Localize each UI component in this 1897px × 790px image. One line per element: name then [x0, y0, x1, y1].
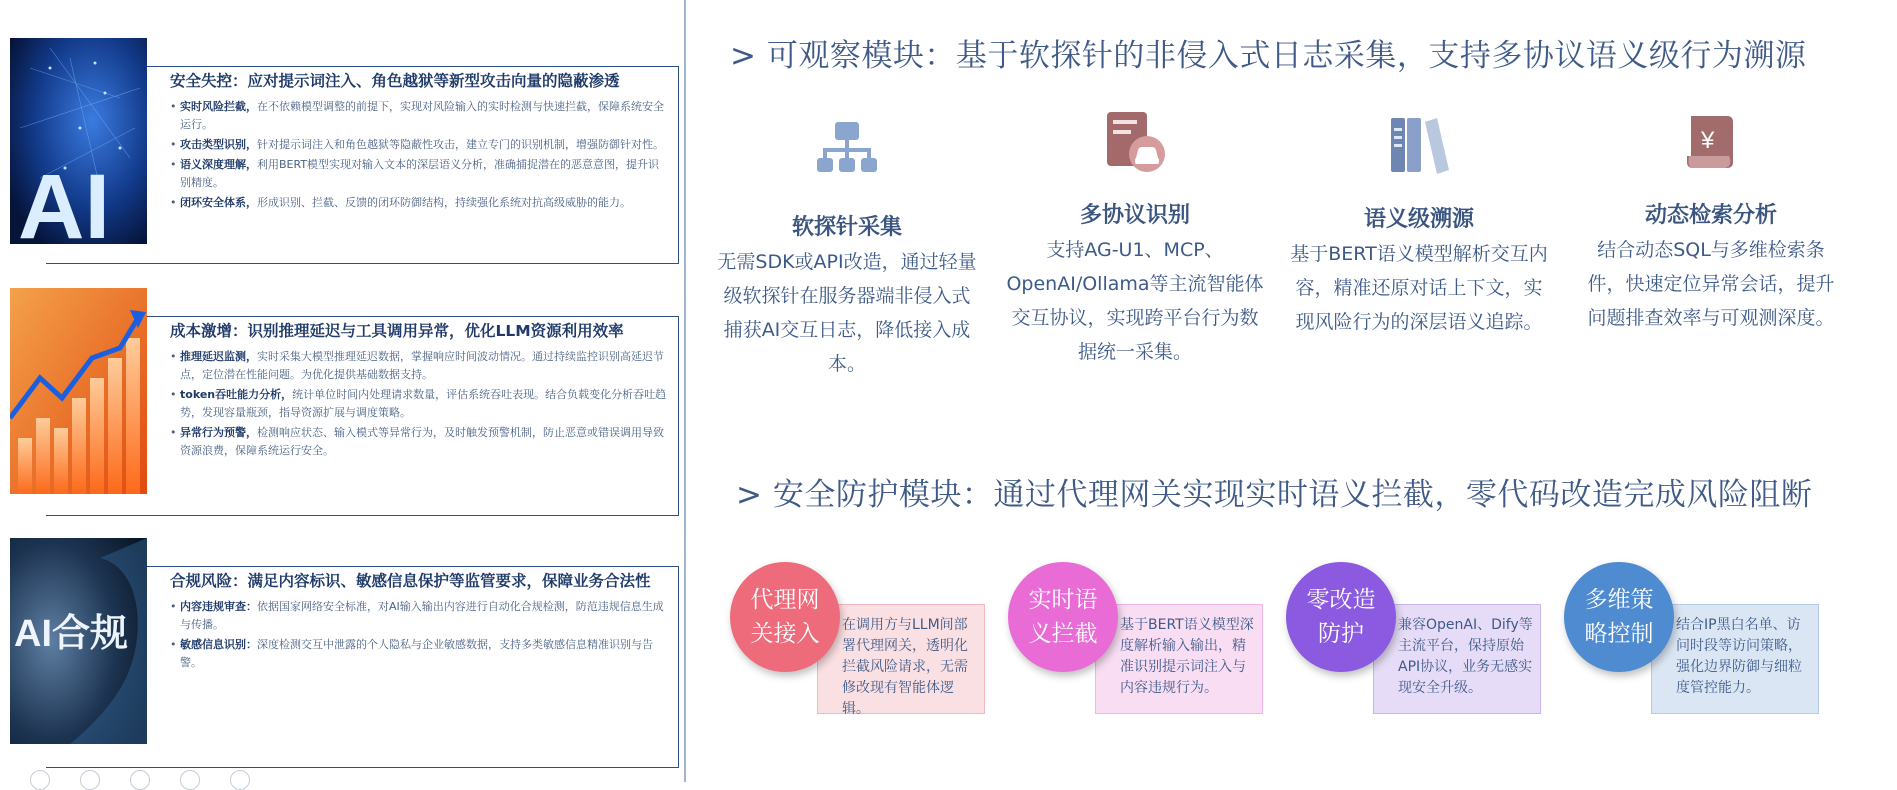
bullet-item	[170, 424, 670, 460]
bullet-head: 异常行为预警，	[180, 426, 257, 439]
yen-scroll-icon	[1679, 110, 1743, 174]
bullet-item	[170, 386, 670, 422]
card-image-text: AI	[18, 156, 110, 244]
bullet-item	[170, 598, 670, 634]
protect-item-policy	[1564, 562, 1804, 738]
bullet-body: 实时采集大模型推理延迟数据，掌握响应时间波动情况。通过持续监控识别高延迟节点，定位潜在性能问题。为优化提供基础数据支持。	[180, 350, 664, 381]
protect-item-desc: 基于BERT语义模型深度解析输入输出，精准识别提示词注入与内容违规行为。	[1095, 604, 1263, 714]
page-dot[interactable]	[130, 770, 150, 790]
bullet-item	[170, 156, 670, 192]
bullet-body: 统计单位时间内处理请求数量，评估系统吞吐表现。结合负载变化分析吞吐趋势，发现容量瓶颈，指导资源扩展与调度策略。	[180, 388, 667, 419]
bullet-body: 在不依赖模型调整的前提下，实现对风险输入的实时检测与快速拦截，保障系统安全运行。	[180, 100, 664, 131]
bullet-item	[170, 636, 670, 672]
feature-dynamic-search	[1580, 110, 1842, 335]
bullet-item	[170, 348, 670, 384]
left-panel	[0, 0, 686, 782]
bullet-item	[170, 194, 670, 212]
bullet-body: 利用BERT模型实现对输入文本的深层语义分析，准确捕捉潜在的恶意意图，提升识别精度。	[180, 158, 660, 189]
bullet-head: 敏感信息识别：	[180, 638, 257, 651]
protect-item-desc: 兼容OpenAI、Dify等主流平台，保持原始API协议，业务无感实现安全升级。	[1373, 604, 1541, 714]
protect-item-semantic	[1008, 562, 1254, 738]
card-security	[10, 38, 670, 268]
protect-section-title: > 安全防护模块：通过代理网关实现实时语义拦截，零代码改造完成风险阻断	[736, 477, 1813, 513]
bullet-body: 依据国家网络安全标准，对AI输入输出内容进行自动化合规检测，防范违规信息生成与传播。	[180, 600, 664, 631]
svg-text:¥: ¥	[1701, 127, 1715, 154]
feature-multi-protocol	[1004, 110, 1266, 369]
card-compliance	[10, 538, 670, 768]
feature-desc: 结合动态SQL与多维检索条件，快速定位异常会话，提升问题排查效率与可观测深度。	[1587, 239, 1835, 329]
card-title: 合规风险：满足内容标识、敏感信息保护等监管要求，保障业务合法性	[170, 572, 651, 590]
protect-item-circle: 实时语 义拦截	[1008, 562, 1118, 672]
card-content	[170, 70, 670, 214]
observe-section-title: > 可观察模块：基于软探针的非侵入式日志采集，支持多协议语义级行为溯源	[730, 38, 1807, 74]
feature-desc: 支持AG-U1、MCP、OpenAI/Ollama等主流智能体交互协议，实现跨平台行为数据统一采集。	[1006, 239, 1264, 363]
bullet-head: 攻击类型识别，	[180, 138, 257, 151]
protect-item-gateway	[730, 562, 970, 738]
protocol-car-icon	[1103, 110, 1167, 174]
protect-item-circle: 多维策 略控制	[1564, 562, 1674, 672]
page-dot[interactable]	[30, 770, 50, 790]
books-icon	[1387, 114, 1451, 178]
ai-compliance-image	[10, 538, 147, 744]
feature-title: 语义级溯源	[1363, 207, 1474, 232]
feature-desc: 无需SDK或API改造，通过轻量级软探针在服务器端非侵入式捕获AI交互日志，降低接入成本。	[717, 251, 977, 375]
bullet-item	[170, 98, 670, 134]
feature-soft-probe	[716, 118, 978, 381]
card-image-text: AI合规	[14, 613, 129, 655]
card-content	[170, 320, 670, 462]
feature-semantic-trace	[1288, 114, 1550, 339]
protect-item-circle: 零改造 防护	[1286, 562, 1396, 672]
bullet-body: 深度检测交互中泄露的个人隐私与企业敏感数据，支持多类敏感信息精准识别与告警。	[180, 638, 653, 669]
feature-title: 软探针采集	[791, 215, 902, 240]
feature-desc: 基于BERT语义模型解析交互内容，精准还原对话上下文，实现风险行为的深层语义追踪。	[1290, 243, 1548, 333]
bullet-head: 闭环安全体系，	[180, 196, 257, 209]
growth-chart-image	[10, 288, 147, 494]
protect-item-desc: 在调用方与LLM间部署代理网关，透明化拦截风险请求，无需修改现有智能体逻辑。	[817, 604, 985, 714]
bullet-body: 针对提示词注入和角色越狱等隐蔽性攻击，建立专门的识别机制，增强防御针对性。	[257, 138, 664, 151]
card-content	[170, 570, 670, 674]
bullet-head: 语义深度理解，	[180, 158, 257, 171]
feature-title: 动态检索分析	[1644, 203, 1777, 228]
ai-head-image	[10, 38, 147, 244]
bullet-head: token吞吐能力分析，	[180, 388, 293, 401]
feature-title: 多协议识别	[1079, 203, 1190, 228]
page-dot[interactable]	[80, 770, 100, 790]
card-cost	[10, 288, 670, 518]
network-tree-icon	[815, 118, 879, 182]
bullet-head: 实时风险拦截，	[180, 100, 257, 113]
page-dot[interactable]	[180, 770, 200, 790]
protect-item-desc: 结合IP黑白名单、访问时段等访问策略，强化边界防御与细粒度管控能力。	[1651, 604, 1819, 714]
bullet-body: 检测响应状态、输入模式等异常行为，及时触发预警机制，防止恶意或错误调用导致资源浪费，保障系统运行安全。	[180, 426, 664, 457]
page-dots	[30, 770, 250, 790]
page-dot[interactable]	[230, 770, 250, 790]
bullet-body: 形成识别、拦截、反馈的闭环防御结构，持续强化系统对抗高级威胁的能力。	[257, 196, 631, 209]
card-title: 安全失控：应对提示词注入、角色越狱等新型攻击向量的隐蔽渗透	[170, 72, 620, 90]
bullet-head: 推理延迟监测，	[180, 350, 257, 363]
protect-item-zero-change	[1286, 562, 1533, 738]
bullet-item	[170, 136, 670, 154]
card-title: 成本激增：识别推理延迟与工具调用异常，优化LLM资源利用效率	[170, 322, 624, 340]
bullet-head: 内容违规审查：	[180, 600, 257, 613]
protect-item-circle: 代理网 关接入	[730, 562, 840, 672]
